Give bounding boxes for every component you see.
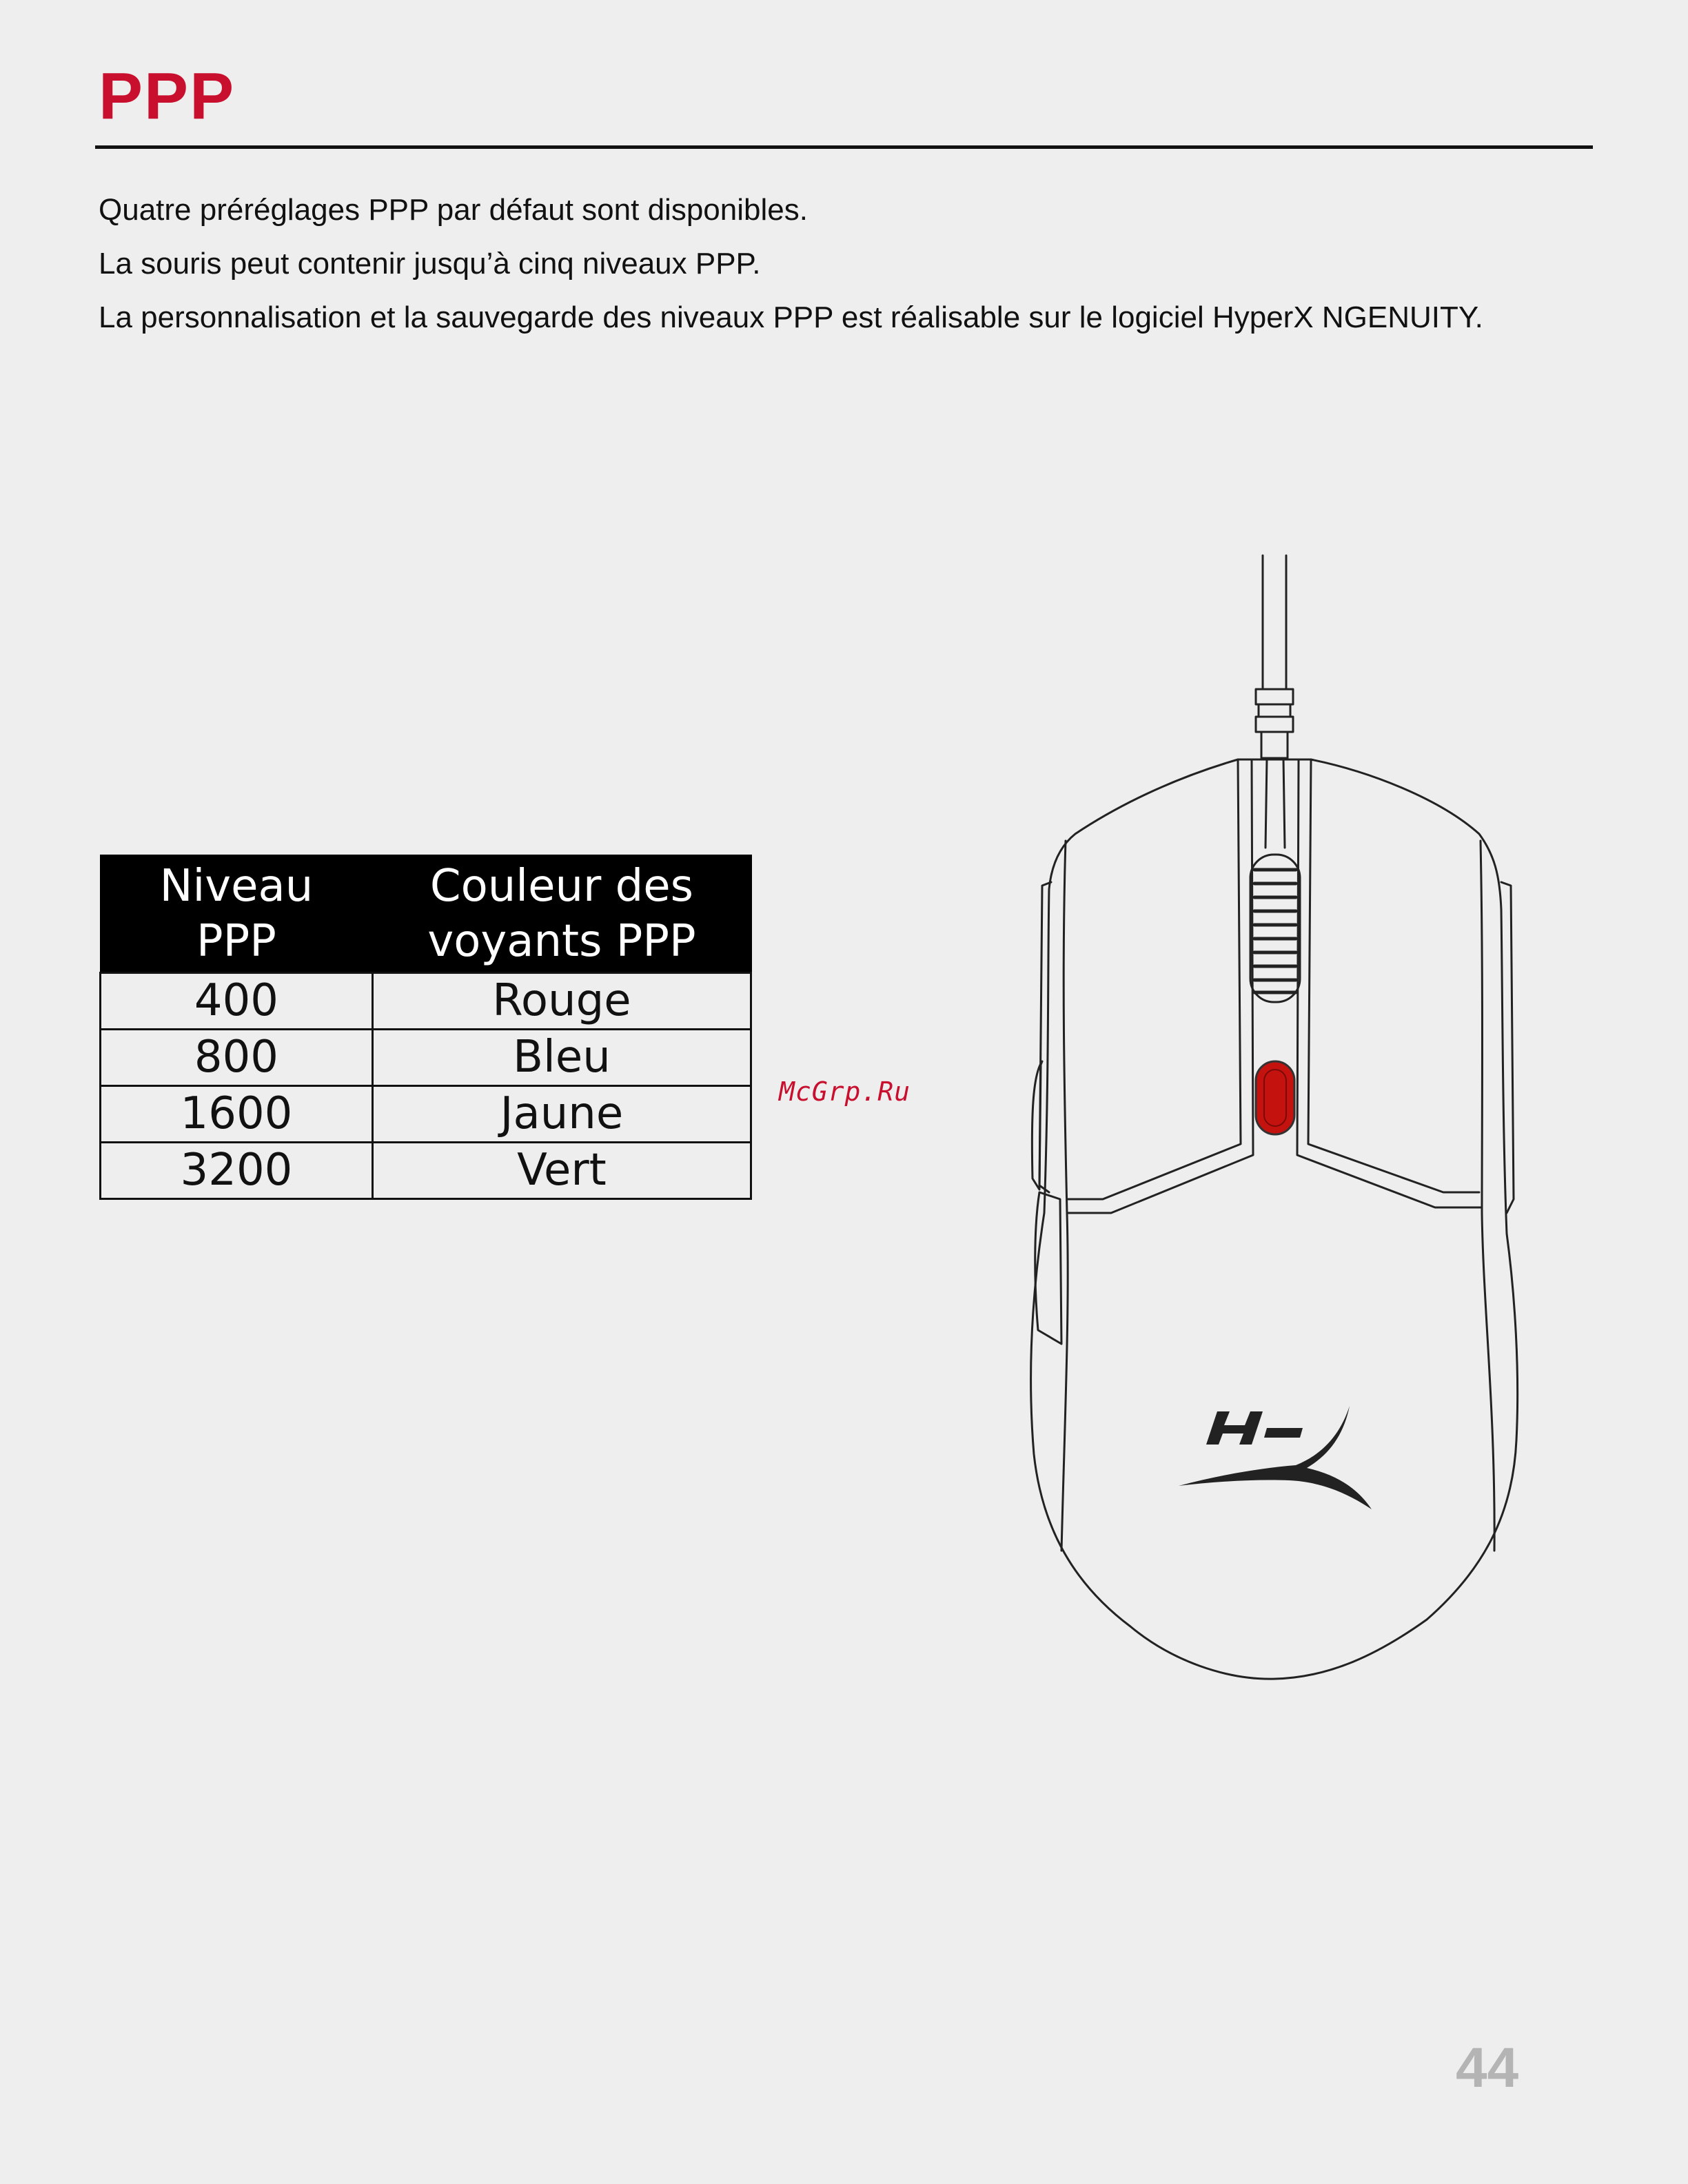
table-row bbox=[101, 1030, 751, 1086]
header-dpi-level bbox=[101, 855, 373, 973]
mouse-cable bbox=[1263, 555, 1286, 689]
dpi-button-icon bbox=[1256, 1061, 1294, 1134]
dpi-level-table bbox=[99, 855, 752, 1200]
led-color-cell: Jaune bbox=[372, 1086, 751, 1143]
intro-line-levels: La souris peut contenir jusqu’à cinq niveaux PPP. bbox=[99, 247, 761, 280]
dpi-level-cell: 1600 bbox=[101, 1086, 373, 1143]
dpi-level-cell: 400 bbox=[101, 973, 373, 1030]
page-number: 44 bbox=[1456, 2037, 1519, 2099]
gaming-mouse-top-view-icon bbox=[1020, 551, 1530, 1688]
header-dpi-level-line1: Niveau bbox=[159, 861, 314, 912]
intro-line-software: La personnalisation et la sauvegarde des niveaux PPP est réalisable sur le logiciel HyperX NGENUITY. bbox=[99, 300, 1483, 334]
table-row bbox=[101, 973, 751, 1030]
header-led-color bbox=[372, 855, 751, 973]
led-color-cell: Vert bbox=[372, 1143, 751, 1199]
led-color-cell: Rouge bbox=[372, 973, 751, 1030]
cable-strain-relief bbox=[1256, 689, 1293, 758]
led-color-cell: Bleu bbox=[372, 1030, 751, 1086]
intro-text bbox=[99, 183, 1615, 345]
intro-line-presets: Quatre préréglages PPP par défaut sont disponibles. bbox=[99, 193, 808, 227]
dpi-level-cell: 3200 bbox=[101, 1143, 373, 1199]
header-led-color-line2: voyants PPP bbox=[427, 916, 696, 967]
hyperx-logo-icon bbox=[1179, 1406, 1372, 1509]
dpi-level-cell: 800 bbox=[101, 1030, 373, 1086]
watermark: McGrp.Ru bbox=[779, 1076, 911, 1107]
header-dpi-level-line2: PPP bbox=[196, 916, 276, 967]
header-led-color-line1: Couleur des bbox=[429, 861, 693, 912]
scroll-wheel-icon bbox=[1250, 855, 1300, 1002]
table-row bbox=[101, 1086, 751, 1143]
table-row bbox=[101, 1143, 751, 1199]
table-header-row bbox=[101, 855, 751, 973]
title-divider bbox=[95, 145, 1593, 149]
page-title: PPP bbox=[99, 59, 236, 133]
